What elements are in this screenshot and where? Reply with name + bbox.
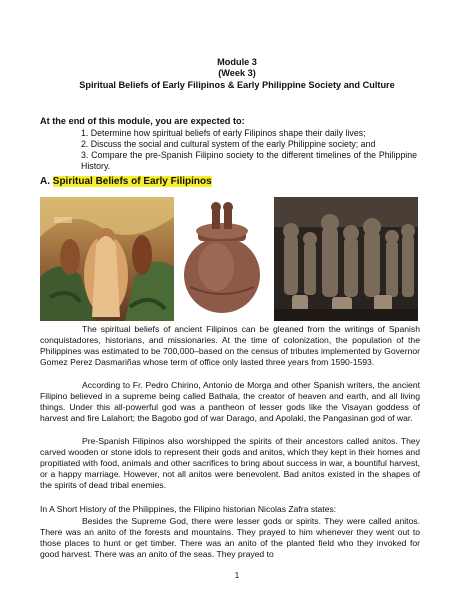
objectives-heading: At the end of this module, you are expected to: <box>40 116 245 126</box>
page-number: 1 <box>234 571 240 580</box>
module-label: Module 3 <box>217 57 257 67</box>
objective-item: 1. Determine how spiritual beliefs of early Filipinos shape their daily lives; <box>81 128 366 138</box>
paragraph: Pre-Spanish Filipinos also worshipped the spirits of their ancestors called anitos. They carved wooden or stone idols to represent their gods and anitos, which they kept in their homes and propitiated with food, animals and other sacrifices to bring about success in war, a bountiful harvest, or a happy marriage. However, not all anitos were benevolent. Bad anitos existed in the shapes of the spirits of dead tribal enemies. <box>40 436 420 490</box>
objective-item: 3. Compare the pre-Spanish Filipino society to the different timelines of the Philippine History. <box>81 150 417 171</box>
anito-idols-image <box>274 197 418 321</box>
paragraph: In A Short History of the Philippines, the Filipino historian Nicolas Zafra states: <box>40 504 337 514</box>
section-title: Spiritual Beliefs of Early Filipinos <box>52 176 212 187</box>
paragraph: According to Fr. Pedro Chirino, Antonio de Morga and other Spanish writers, the ancient Filipino believed in a supreme being called Bathala, the creator of heaven and earth, and all living things. Under this all-powerful god was a pantheon of lesser gods like the Visayan goddess of harvest and fire Lalahort; the Bagobo god of war Darago, and Apolaki, the Pangasinan god of war. <box>40 380 420 423</box>
burial-jar-image <box>176 197 268 321</box>
objective-item: 2. Discuss the social and cultural system of the early Philippine society; and <box>81 139 376 149</box>
section-letter: A. <box>40 176 50 187</box>
paragraph: The spiritual beliefs of ancient Filipinos can be gleaned from the writings of Spanish conquistadores, historians, and missionaries. At the time of colonization, the population of the Philippines was estimated to be 700,000–based on the census of tributes implemented by Governor Gomez Perez Dasmariñas whose term of office only lasted three years from 1590-1593. <box>40 324 420 367</box>
section-heading <box>40 176 212 187</box>
paragraph: Besides the Supreme God, there were lesser gods or spirits. They were called anitos. There was an anito of the forests and mountains. They prayed to him whenever they went out to those places to hunt or get timber. There was an anito of the planted field who they invoked for good harvest. There was an anito of the seas. They prayed to <box>40 516 420 559</box>
painting-image <box>40 197 174 321</box>
page-title: Spiritual Beliefs of Early Filipinos & Early Philippine Society and Culture <box>79 80 395 90</box>
week-label: (Week 3) <box>218 68 256 78</box>
